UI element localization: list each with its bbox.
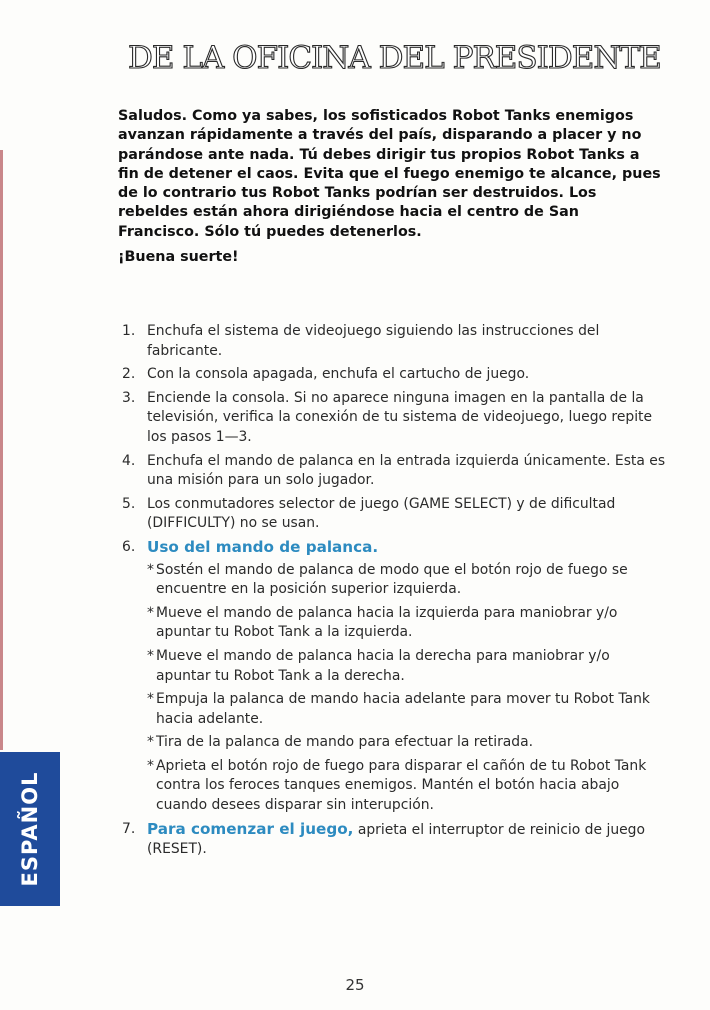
step-text: Enciende la consola. Si no aparece ninguna imagen en la pantalla de la televisión, verifica la conexión de tu sistema de videojuego, luego repite los pasos 1—3.: [147, 389, 653, 445]
step-text: Enchufa el mando de palanca en la entrada izquierda únicamente. Esta es una misión para un solo jugador.: [147, 452, 666, 489]
step-number: 6.: [122, 538, 136, 555]
good-luck-text: ¡Buena suerte!: [118, 249, 239, 265]
intro-paragraph: Saludos. Como ya sabes, los sofisticados Robot Tanks enemigos avanzan rápidamente a través del país, disparando a placer y no parándose ante nada. Tú debes dirigir tus propios Robot Tanks a fin de detener el caos. Evita que el fuego enemigo te alcance, pues de lo contrario tus Robot Tanks podrían ser destruidos. Los rebeldes están ahora dirigiéndose hacia el centro de San Francisco. Sólo tú puedes detenerlos.: [118, 108, 661, 240]
step-heading: Para comenzar el juego,: [147, 819, 354, 838]
joystick-item: [147, 604, 667, 643]
step-text: Los conmutadores selector de juego (GAME SELECT) y de dificultad (DIFFICULTY) no se usan.: [147, 495, 616, 532]
joystick-item: [147, 757, 667, 816]
joystick-item: [147, 561, 667, 600]
step-number: 5.: [122, 495, 136, 512]
list-item: [122, 322, 667, 361]
page-edge-mark: [0, 150, 3, 750]
instruction-list: [122, 322, 667, 864]
bullet-mark: *: [147, 734, 154, 751]
joystick-item: [147, 733, 667, 753]
list-item: [122, 820, 667, 860]
joystick-item-text: Mueve el mando de palanca hacia la derecha para maniobrar y/o apuntar tu Robot Tank a la derecha.: [156, 647, 610, 684]
joystick-item: [147, 690, 667, 729]
list-item: [122, 389, 667, 448]
list-item: [122, 365, 667, 385]
step-text: Con la consola apagada, enchufa el cartucho de juego.: [147, 366, 530, 383]
joystick-item: [147, 647, 667, 686]
list-item: [122, 452, 667, 491]
step-text: Enchufa el sistema de videojuego siguiendo las instrucciones del fabricante.: [147, 323, 600, 359]
bullet-mark: *: [147, 647, 154, 664]
step-number: 1.: [122, 323, 136, 339]
bullet-mark: *: [147, 691, 154, 708]
joystick-item-text: Empuja la palanca de mando hacia adelante para mover tu Robot Tank hacia adelante.: [156, 691, 650, 727]
joystick-item-text: Sostén el mando de palanca de modo que el botón rojo de fuego se encuentre en la posición superior izquierda.: [156, 561, 628, 598]
step-number: 3.: [122, 389, 136, 406]
list-item: [122, 538, 667, 816]
language-tab: [0, 752, 60, 906]
bullet-mark: *: [147, 757, 154, 774]
step-number: 4.: [122, 452, 136, 469]
language-tab-label: ESPAÑOL: [18, 771, 42, 887]
step-text: aprieta el interruptor de reinicio de juego (RESET).: [147, 821, 645, 858]
page-number: 25: [345, 976, 365, 994]
bullet-mark: *: [147, 561, 154, 578]
joystick-item-text: Tira de la palanca de mando para efectuar la retirada.: [156, 734, 534, 751]
step-heading: Uso del mando de palanca.: [147, 537, 379, 556]
step-number: 7.: [122, 820, 136, 837]
step-number: 2.: [122, 366, 136, 383]
page-title: DE LA OFICINA DEL PRESIDENTE: [128, 40, 661, 76]
intro-block: [118, 107, 663, 242]
bullet-mark: *: [147, 604, 154, 621]
list-item: [122, 495, 667, 534]
joystick-item-text: Aprieta el botón rojo de fuego para disparar el cañón de tu Robot Tank contra los feroces tanques enemigos. Mantén el botón hacia abajo cuando desees disparar sin interupción.: [156, 757, 647, 814]
joystick-item-text: Mueve el mando de palanca hacia la izquierda para maniobrar y/o apuntar tu Robot Tank a la izquierda.: [156, 604, 618, 641]
